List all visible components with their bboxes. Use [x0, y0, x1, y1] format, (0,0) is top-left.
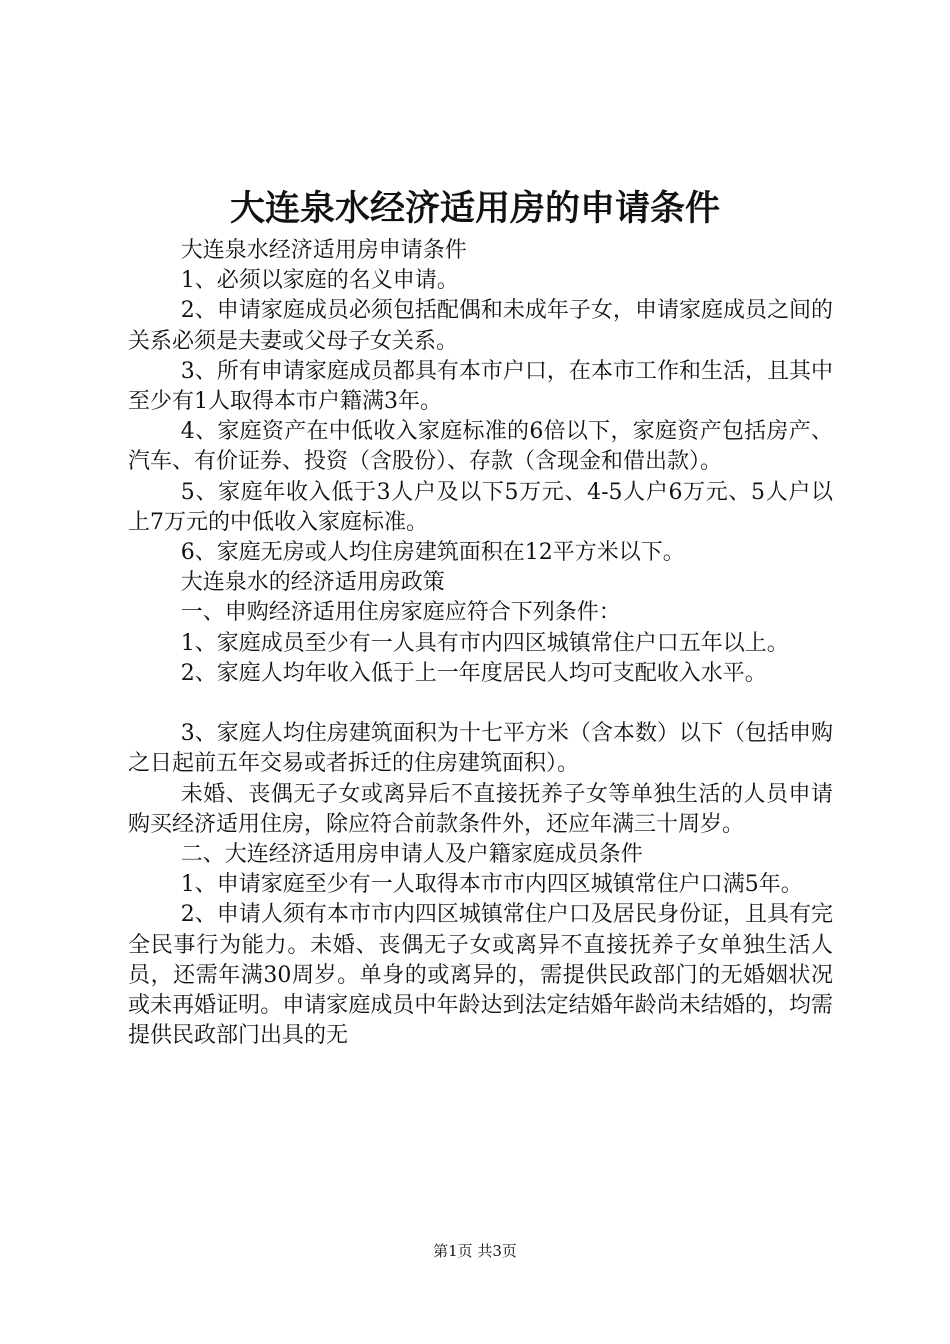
- paragraph: 1、申请家庭至少有一人取得本市市内四区城镇常住户口满5年。: [180, 872, 803, 898]
- paragraph: 1、家庭成员至少有一人具有市内四区城镇常住户口五年以上。: [180, 630, 789, 656]
- paragraph: 6、家庭无房或人均住房建筑面积在12平方米以下。: [180, 540, 685, 566]
- paragraph: 未婚、丧偶无子女或离异后不直接抚养子女等单独生活的人员申请购买经济适用住房，除应符合前款条件外，还应年满三十周岁。: [128, 781, 833, 837]
- paragraph: 3、家庭人均住房建筑面积为十七平方米（含本数）以下（包括申购之日起前五年交易或者拆迁的住房建筑面积）。: [128, 721, 833, 777]
- paragraph: 大连泉水经济适用房申请条件: [180, 238, 467, 263]
- paragraph: 大连泉水的经济适用房政策: [180, 570, 445, 596]
- page-title: 大连泉水经济适用房的申请条件: [229, 188, 720, 229]
- paragraph: 二、大连经济适用房申请人及户籍家庭成员条件: [180, 842, 643, 868]
- paragraph: 2、申请家庭成员必须包括配偶和未成年子女，申请家庭成员之间的关系必须是夫妻或父母子女关系。: [128, 298, 833, 354]
- paragraph: 1、必须以家庭的名义申请。: [180, 268, 459, 294]
- paragraph: 3、所有申请家庭成员都具有本市户口，在本市工作和生活，且其中至少有1人取得本市户籍满3年。: [128, 358, 833, 415]
- paragraph: 2、申请人须有本市市内四区城镇常住户口及居民身份证，且具有完全民事行为能力。未婚、丧偶无子女或离异不直接抚养子女单独生活人员，还需年满30周岁。单身的或离异的，需提供民政部门的无婚姻状况或未再婚证明。申请家庭成员中年龄达到法定结婚年龄尚未结婚的，均需提供民政部门出具的无: [128, 902, 833, 1049]
- paragraph: 5、家庭年收入低于3人户及以下5万元、4-5人户6万元、5人户以上7万元的中低收入家庭标准。: [128, 479, 833, 535]
- paragraph: 2、家庭人均年收入低于上一年度居民人均可支配收入水平。: [180, 660, 767, 686]
- paragraph: 4、家庭资产在中低收入家庭标准的6倍以下，家庭资产包括房产、汽车、有价证券、投资（含股份）、存款（含现金和借出款）。: [128, 419, 833, 475]
- paragraph: 一、申购经济适用住房家庭应符合下列条件：: [180, 600, 621, 626]
- blank-line: [128, 689, 833, 719]
- document-body: [128, 236, 833, 1051]
- page-number: 第1页 共3页: [433, 1242, 517, 1260]
